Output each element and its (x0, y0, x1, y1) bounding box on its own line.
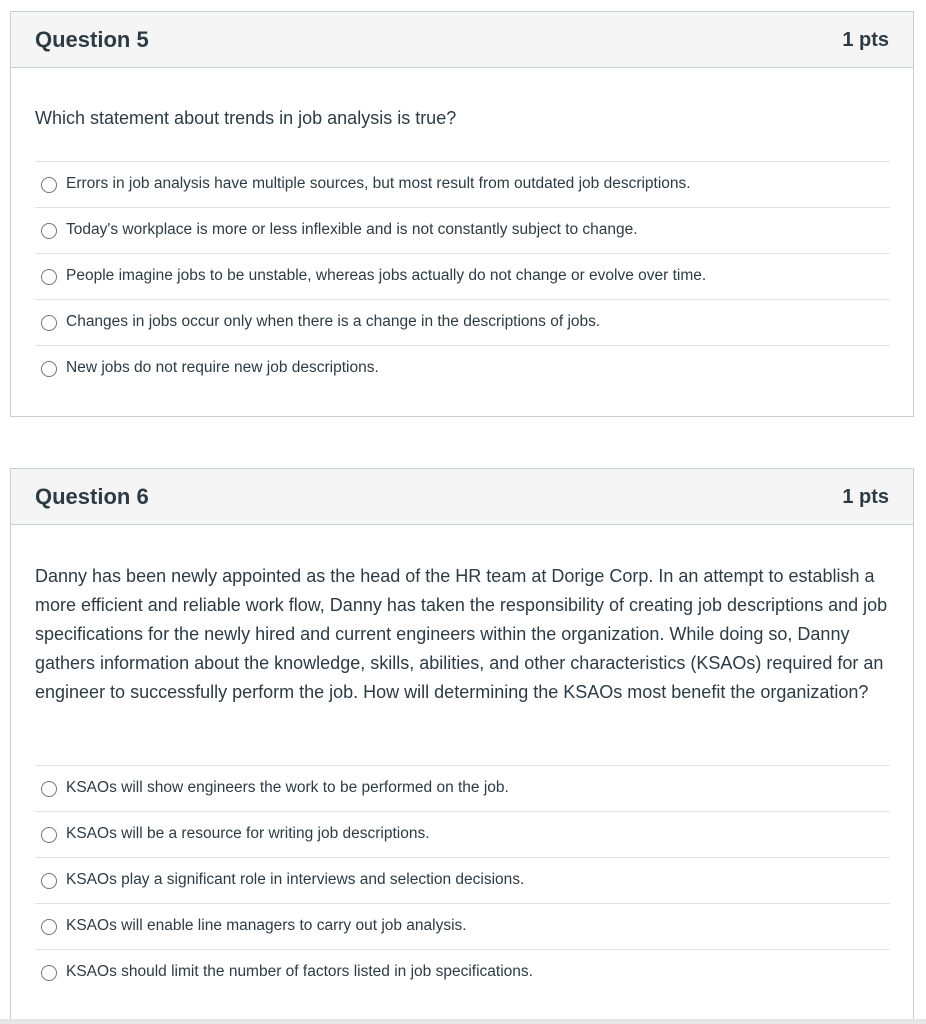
answer-label[interactable]: People imagine jobs to be unstable, whereas jobs actually do not change or evolve over time. (66, 267, 707, 284)
answer-option[interactable] (35, 253, 890, 299)
radio-button[interactable] (41, 965, 57, 981)
question-card-6 (10, 468, 914, 1024)
question-card-5 (10, 11, 914, 417)
question-header (11, 12, 913, 68)
question-text: Danny has been newly appointed as the head of the HR team at Dorige Corp. In an attempt to establish a more efficient and reliable work flow, Danny has taken the responsibility of creating job descriptions and job specifications for the newly hired and current engineers within the organization. While doing so, Danny gathers information about the knowledge, skills, abilities, and other characteristics (KSAOs) required for an engineer to successfully perform the job. How will determining the KSAOs most benefit the organization? (35, 566, 888, 702)
question-title: Question 6 (35, 484, 149, 509)
answer-label[interactable]: Today's workplace is more or less inflexible and is not constantly subject to change. (66, 221, 638, 238)
radio-button[interactable] (41, 781, 57, 797)
radio-button[interactable] (41, 223, 57, 239)
answer-option[interactable] (35, 161, 890, 207)
question-header (11, 469, 913, 525)
answer-option[interactable] (35, 299, 890, 345)
answer-option[interactable] (35, 765, 890, 811)
answer-option[interactable] (35, 857, 890, 903)
question-title: Question 5 (35, 27, 149, 52)
radio-button[interactable] (41, 919, 57, 935)
radio-button[interactable] (41, 873, 57, 889)
answer-option[interactable] (35, 811, 890, 857)
radio-button[interactable] (41, 177, 57, 193)
answer-label[interactable]: New jobs do not require new job descriptions. (66, 359, 379, 376)
answer-label[interactable]: KSAOs will enable line managers to carry out job analysis. (66, 917, 467, 934)
answer-label[interactable]: KSAOs will show engineers the work to be performed on the job. (66, 779, 509, 796)
answer-label[interactable]: KSAOs will be a resource for writing job descriptions. (66, 825, 430, 842)
question-text: Which statement about trends in job analysis is true? (35, 108, 457, 128)
answer-label[interactable]: Errors in job analysis have multiple sources, but most result from outdated job descriptions. (66, 175, 691, 192)
question-points: 1 pts (842, 486, 889, 508)
radio-button[interactable] (41, 361, 57, 377)
answer-label[interactable]: Changes in jobs occur only when there is a change in the descriptions of jobs. (66, 313, 601, 330)
radio-button[interactable] (41, 827, 57, 843)
answer-list (35, 161, 890, 391)
answer-option[interactable] (35, 949, 890, 995)
question-points: 1 pts (842, 29, 889, 51)
radio-button[interactable] (41, 315, 57, 331)
answer-label[interactable]: KSAOs should limit the number of factors listed in job specifications. (66, 963, 533, 980)
answer-option[interactable] (35, 345, 890, 391)
answer-label[interactable]: KSAOs play a significant role in interviews and selection decisions. (66, 871, 525, 888)
bottom-divider (0, 1019, 926, 1024)
answer-option[interactable] (35, 903, 890, 949)
answer-option[interactable] (35, 207, 890, 253)
radio-button[interactable] (41, 269, 57, 285)
answer-list (35, 765, 890, 995)
